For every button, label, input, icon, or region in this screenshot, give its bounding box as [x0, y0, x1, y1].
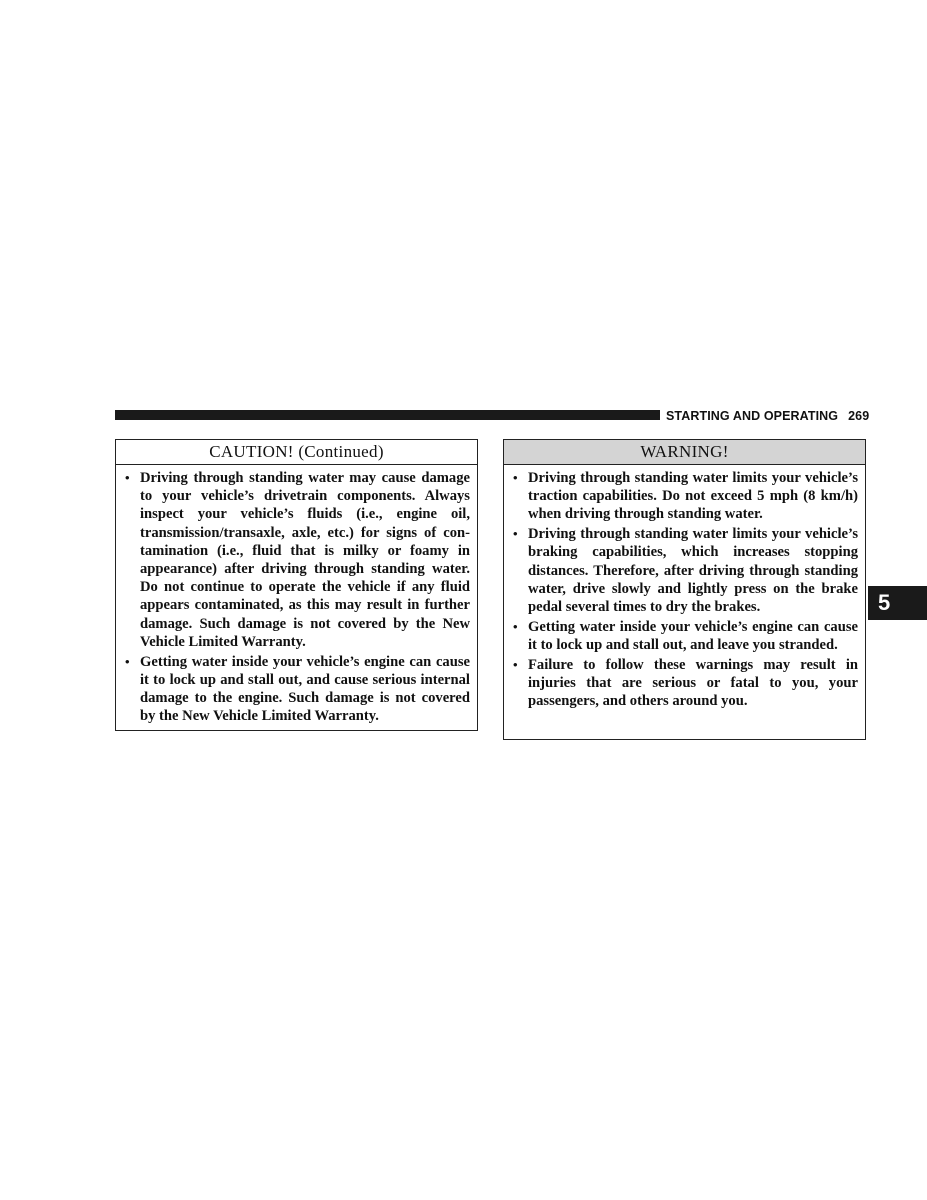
warning-item-text: Driving through standing water limits your vehicle’s braking capabilities, which increases stopping distances. Therefore, after driving through standing water, drive slowly and lightly press on the brake pedal several times to dry the brakes. [528, 526, 858, 615]
list-item [123, 469, 470, 651]
warning-box [503, 439, 866, 740]
bullet-icon: • [513, 470, 518, 485]
warning-box-body [504, 465, 865, 710]
bullet-icon: • [513, 526, 518, 542]
bullet-icon: • [125, 470, 130, 485]
chapter-tab [868, 586, 927, 620]
list-item [511, 618, 858, 654]
bullet-icon: • [513, 656, 518, 672]
list-item [511, 656, 858, 711]
warning-box-title: WARNING! [504, 440, 865, 465]
page-number: 269 [848, 409, 870, 423]
warning-item-text: Driving through standing water limits your vehicle’s traction capabilities. Do not exceed 5 mph (8 km/h) when driving through standing water. [528, 470, 858, 523]
running-header [666, 407, 870, 425]
list-item [511, 525, 858, 616]
warning-item-text: Getting water inside your vehicle’s engine can cause it to lock up and stall out, and leave you stranded. [528, 618, 858, 653]
caution-item-text: Getting water inside your vehicle’s engine can cause it to lock up and stall out, and cause serious internal damage to the engine. Such damage is not covered by the New Vehicle Limited Warranty. [140, 653, 470, 725]
list-item [123, 653, 470, 726]
warning-list [511, 469, 858, 710]
caution-box [115, 439, 478, 731]
section-title: STARTING AND OPERATING [666, 409, 839, 423]
caution-box-title: CAUTION! (Continued) [116, 440, 477, 465]
caution-list [123, 469, 470, 725]
chapter-tab-label: 5 [878, 590, 891, 615]
caution-item-text: Driving through standing water may cause damage to your vehicle’s drivetrain components. Always inspect your vehicle’s fluids (i.e., engine oil, transmission/transaxle, axle, etc.) for signs of contamination (i.e., fluid that is milky or foamy in appearance) after driving through standing water. Do not continue to operate the vehicle if any fluid appears contaminated, as this may result in further damage. Such damage is not covered by the New Vehicle Limited Warranty. [140, 470, 470, 650]
header-rule [115, 410, 660, 420]
list-item [511, 469, 858, 524]
caution-box-body [116, 465, 477, 725]
bullet-icon: • [125, 653, 130, 669]
bullet-icon: • [513, 618, 518, 634]
warning-item-text: Failure to follow these warnings may result in injuries that are serious or fatal to you, your passengers, and others around you. [528, 656, 858, 709]
